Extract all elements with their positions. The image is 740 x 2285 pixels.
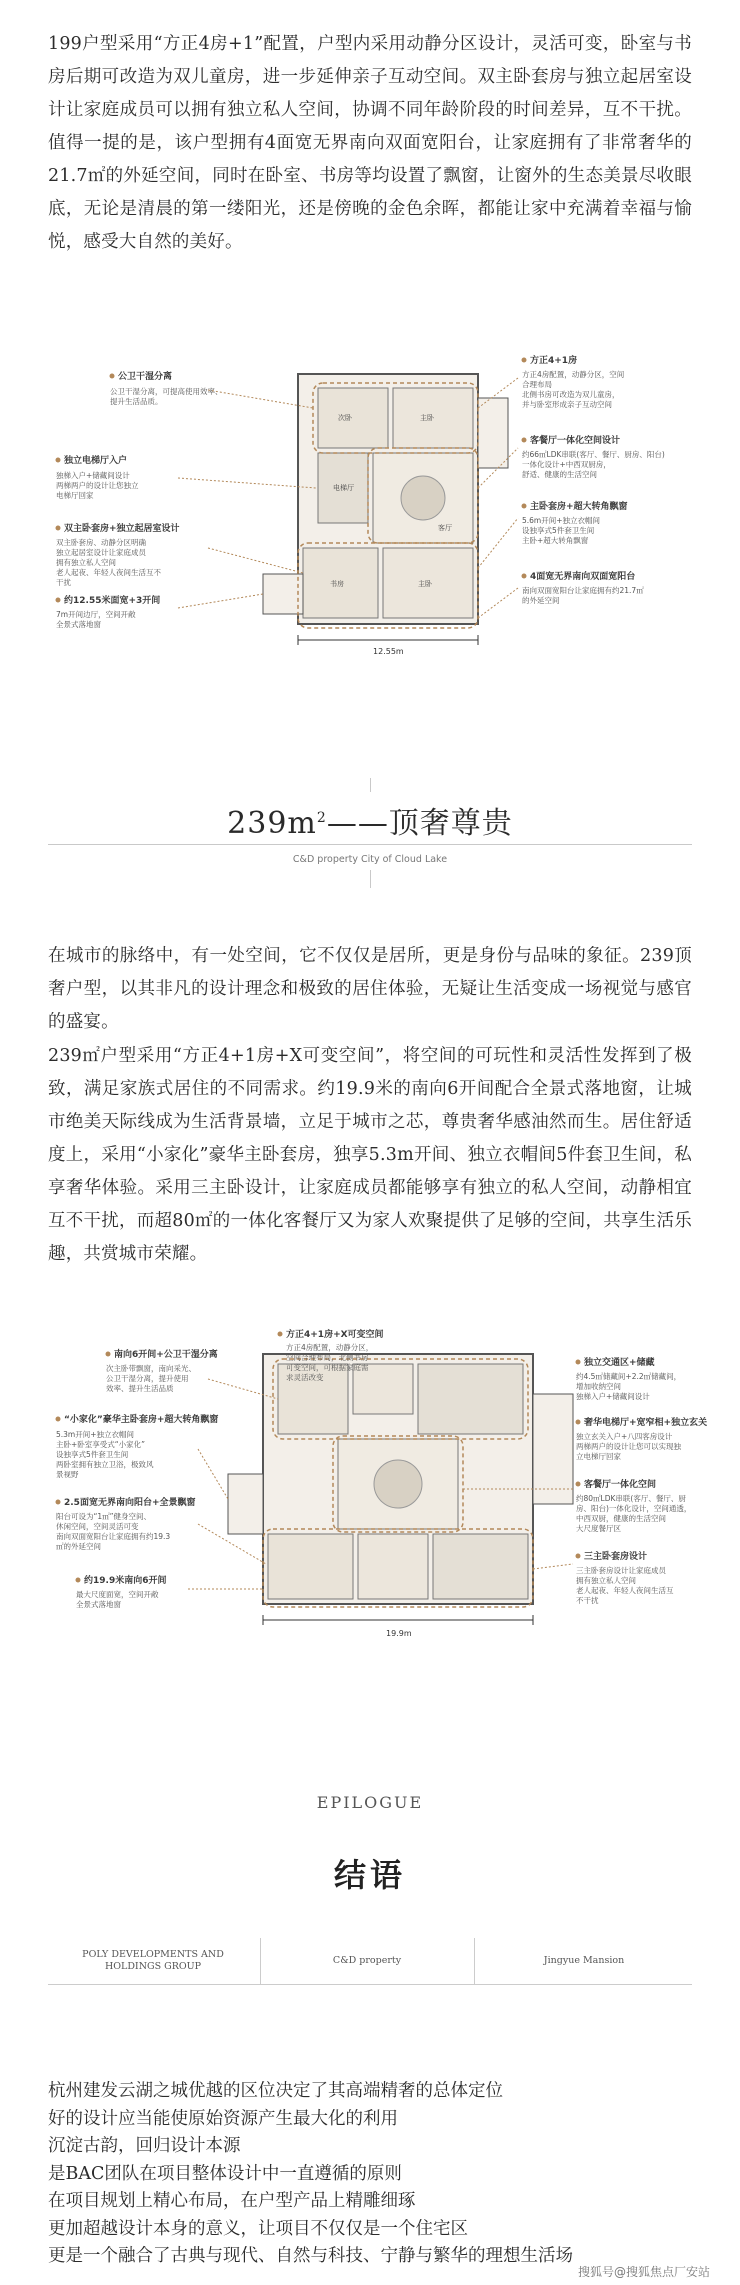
svg-text:空间合理布局，北侧书房: 空间合理布局，北侧书房 [286, 1353, 369, 1362]
svg-text:三主卧套房设计让家庭成员: 三主卧套房设计让家庭成员 [576, 1566, 666, 1575]
svg-text:约12.55米面宽+3开间: 约12.55米面宽+3开间 [64, 596, 161, 606]
room-label: 电梯厅 [333, 484, 354, 492]
callout-width-2 [76, 1574, 264, 1609]
svg-text:方正4+1房: 方正4+1房 [530, 356, 578, 366]
callout-three-masters [533, 1550, 674, 1605]
svg-text:主卧套房+超大转角飘窗: 主卧套房+超大转角飘窗 [530, 502, 628, 512]
plan2-room [433, 1534, 528, 1599]
svg-text:老人起夜、年轻人夜间生活互: 老人起夜、年轻人夜间生活互 [576, 1586, 674, 1595]
svg-text:南向双面宽阳台让家庭拥有约21.7㎡: 南向双面宽阳台让家庭拥有约21.7㎡ [522, 586, 644, 595]
svg-text:5.3m开间+独立衣帽间: 5.3m开间+独立衣帽间 [56, 1430, 135, 1439]
plan2-room [358, 1534, 428, 1599]
svg-text:休闲空间，空间灵活可变: 休闲空间，空间灵活可变 [56, 1522, 139, 1531]
title-tail: ——顶奢尊贵 [326, 806, 513, 841]
svg-text:设独享式5件套卫生间: 设独享式5件套卫生间 [522, 526, 595, 535]
callout-six-bays [106, 1348, 279, 1399]
divider [260, 1938, 261, 1984]
room-label: 主卧 [420, 414, 434, 422]
plan1-width-label: 12.55m [373, 647, 404, 656]
svg-text:电梯厅回家: 电梯厅回家 [56, 491, 94, 500]
svg-text:阳台可设为“1㎡”健身空间、: 阳台可设为“1㎡”健身空间、 [56, 1512, 152, 1521]
divider [370, 870, 371, 888]
plan2-wing [228, 1474, 263, 1534]
plan2-room [418, 1364, 523, 1434]
svg-text:全景式落地窗: 全景式落地窗 [76, 1600, 121, 1609]
svg-text:并与卧室形成亲子互动空间: 并与卧室形成亲子互动空间 [522, 400, 612, 409]
brand-bar [48, 1938, 692, 1984]
paragraph-2: 在城市的脉络中，有一处空间，它不仅仅是居所，更是身份与品味的象征。239顶奢户型，以其非凡的设计理念和极致的居住体验，无疑让生活变成一场视觉与感官的盛宴。 [48, 946, 692, 1032]
svg-text:景视野: 景视野 [56, 1470, 79, 1479]
title-sup: 2 [316, 810, 327, 826]
svg-text:次主卧带飘窗，南向采光、: 次主卧带飘窗，南向采光、 [106, 1364, 196, 1373]
svg-text:独立电梯厅入户: 独立电梯厅入户 [64, 456, 128, 466]
paragraph-3: 239㎡户型采用“方正4+1房+X可变空间”，将空间的可玩性和灵活性发挥到了极致，满足家族式居住的不同需求。约19.9米的南向6开间配合全景式落地窗，让城市绝美天际线成为生活背景墙，立足于城市之芯，尊贵奢华感油然而生。居住舒适度上，采用“小家化”豪华主卧套房，独享5.3m开间、独立衣帽间5件套卫生间，私享奢华体验。采用三主卧设计，让家庭成员都能够享有独立的私人空间，动静相宜互不干扰，而超80㎡的一体化客餐厅又为家人欢聚提供了足够的空间，共享生活乐趣，共赏城市荣耀。 [48, 1046, 692, 1264]
svg-text:公卫干湿分离，可提高使用效率、: 公卫干湿分离，可提高使用效率、 [110, 387, 223, 396]
room-label: 主卧 [418, 580, 432, 588]
callout-balcony [478, 570, 644, 618]
brand-jingyue: Jingyue Mansion [543, 1955, 625, 1966]
closing-line: 沉淀古韵，回归设计本源 [48, 2136, 241, 2156]
section-subtitle: C&D property City of Cloud Lake [292, 854, 448, 865]
svg-text:2.5面宽无界南向阳台+全景飘窗: 2.5面宽无界南向阳台+全景飘窗 [64, 1498, 196, 1508]
plan1-wing [478, 398, 508, 468]
plan2-room [268, 1534, 353, 1599]
intro-paragraph: 199户型采用“方正4房+1”配置，户型内采用动静分区设计，灵活可变，卧室与书房后期可改造为双儿童房，进一步延伸亲子互动空间。双主卧套房与独立起居室设计让家庭成员可以拥有独立私人空间，协调不同年龄阶段的时间差异，互不干扰。值得一提的是，该户型拥有4面宽无界南向双面宽阳台，让家庭拥有了非常奢华的21.7㎡的外延空间，同时在卧室、书房等均设置了飘窗，让窗外的生态美景尽收眼底，无论是清晨的第一缕阳光，还是傍晚的金色余晖，都能让家中充满着幸福与愉悦，感受大自然的美好。 [48, 34, 692, 252]
room-label: 客厅 [438, 524, 452, 532]
brand-poly-line2: HOLDINGS GROUP [104, 1961, 202, 1972]
svg-text:立电梯厅回家: 立电梯厅回家 [576, 1452, 621, 1461]
svg-text:奢华电梯厅+宽窄相+独立玄关: 奢华电梯厅+宽窄相+独立玄关 [584, 1418, 708, 1428]
epilogue-label: EPILOGUE [316, 1793, 424, 1812]
svg-text:公卫干湿分离，提升使用: 公卫干湿分离，提升使用 [106, 1374, 189, 1383]
divider [48, 844, 692, 845]
callout-public-bath [110, 370, 314, 408]
svg-text:㎡的外延空间: ㎡的外延空间 [56, 1542, 101, 1551]
svg-text:两梯两户的设计让您可以实现独: 两梯两户的设计让您可以实现独 [576, 1442, 681, 1451]
plan1-table [401, 476, 445, 520]
svg-text:南向双面宽阳台让家庭拥有约19.3: 南向双面宽阳台让家庭拥有约19.3 [56, 1532, 171, 1541]
closing-line: 好的设计应当能使原始资源产生最大化的利用 [48, 2108, 398, 2129]
svg-text:南向6开间+公卫干湿分离: 南向6开间+公卫干湿分离 [114, 1350, 218, 1360]
floor-plan-199-drawing [48, 338, 692, 678]
svg-text:设独享式5件套卫生间: 设独享式5件套卫生间 [56, 1450, 129, 1459]
svg-text:中西双厨，健康的生活空间: 中西双厨，健康的生活空间 [576, 1514, 666, 1523]
floor-plan-239 [48, 1324, 708, 1654]
svg-text:舒适、健康的生活空间: 舒适、健康的生活空间 [522, 470, 597, 479]
svg-text:合理布局: 合理布局 [522, 380, 552, 389]
svg-text:约66㎡LDK串联(客厅、餐厅、厨房、阳台): 约66㎡LDK串联(客厅、餐厅、厨房、阳台) [522, 450, 665, 459]
plan1-balcony [263, 574, 303, 614]
floor-plan-199 [48, 338, 692, 678]
callout-elevator [56, 454, 317, 500]
svg-text:主卧+超大转角飘窗: 主卧+超大转角飘窗 [522, 536, 589, 545]
svg-text:4面宽无界南向双面宽阳台: 4面宽无界南向双面宽阳台 [530, 572, 636, 582]
svg-text:独立玄关入户+八四客房设计: 独立玄关入户+八四客房设计 [576, 1432, 673, 1441]
divider [48, 1984, 692, 1985]
svg-text:主卧+卧室享受式“小家化”: 主卧+卧室享受式“小家化” [56, 1440, 146, 1449]
divider [474, 1938, 475, 1984]
svg-text:增加收纳空间: 增加收纳空间 [576, 1382, 621, 1391]
svg-text:全景式落地窗: 全景式落地窗 [56, 620, 101, 629]
floor-plan-239-drawing [48, 1324, 708, 1654]
svg-text:最大尺度面宽，空间开敞: 最大尺度面宽，空间开敞 [76, 1590, 159, 1599]
svg-text:提升生活品质。: 提升生活品质。 [110, 397, 163, 406]
svg-text:双主卧套房+独立起居室设计: 双主卧套房+独立起居室设计 [64, 524, 180, 534]
closing-line: 在项目规划上精心布局，在户型产品上精雕细琢 [48, 2191, 416, 2211]
svg-text:约4.5㎡储藏间+2.2㎡储藏间，: 约4.5㎡储藏间+2.2㎡储藏间， [576, 1372, 682, 1381]
svg-text:独梯入户+储藏间设计: 独梯入户+储藏间设计 [56, 471, 130, 480]
svg-text:客餐厅一体化空间: 客餐厅一体化空间 [584, 1480, 657, 1490]
svg-text:约80㎡LDK串联(客厅、餐厅、厨: 约80㎡LDK串联(客厅、餐厅、厨 [576, 1494, 686, 1503]
plan2-wing [533, 1394, 573, 1504]
section-title-box [48, 790, 692, 886]
svg-text:拥有独立私人空间: 拥有独立私人空间 [56, 558, 116, 567]
svg-text:不干扰: 不干扰 [576, 1596, 599, 1605]
callout-storage [576, 1356, 682, 1401]
closing-line: 是BAC团队在项目整体设计中一直遵循的原则 [48, 2163, 402, 2184]
watermark: 搜狐号@搜狐焦点厂安站 [575, 2262, 713, 2281]
closing-line: 杭州建发云湖之城优越的区位决定了其高端精奢的总体定位 [48, 2081, 503, 2101]
svg-text:双主卧套房、动静分区明确: 双主卧套房、动静分区明确 [56, 538, 146, 547]
svg-text:北侧书房可改造为双儿童房，: 北侧书房可改造为双儿童房， [522, 390, 620, 399]
svg-text:约19.9米南向6开间: 约19.9米南向6开间 [84, 1576, 167, 1586]
svg-text:房、阳台)一体化设计，空间通透，: 房、阳台)一体化设计，空间通透， [576, 1504, 692, 1513]
svg-text:方正4房配置，动静分区，: 方正4房配置，动静分区， [286, 1343, 374, 1352]
svg-text:老人起夜、年轻人夜间生活互不: 老人起夜、年轻人夜间生活互不 [56, 568, 161, 577]
svg-text:独立起居室设计让家庭成员: 独立起居室设计让家庭成员 [56, 548, 146, 557]
closing-line: 更是一个融合了古典与现代、自然与科技、宁静与繁华的理想生活场 [48, 2246, 573, 2266]
callout-width [56, 594, 264, 629]
plan2-table [374, 1460, 422, 1508]
svg-text:的外延空间: 的外延空间 [522, 596, 560, 605]
epilogue-title: 结语 [333, 1856, 406, 1894]
svg-text:公卫干湿分离: 公卫干湿分离 [118, 372, 173, 382]
svg-text:效率、提升生活品质: 效率、提升生活品质 [106, 1384, 174, 1393]
svg-text:求灵活改变: 求灵活改变 [286, 1373, 324, 1382]
svg-text:5.6m开间+独立衣帽间: 5.6m开间+独立衣帽间 [522, 516, 601, 525]
svg-text:大尺度餐厅区: 大尺度餐厅区 [576, 1524, 621, 1533]
svg-text:两梯两户的设计让您独立: 两梯两户的设计让您独立 [56, 481, 139, 490]
callout-master-suite-2 [56, 1413, 229, 1499]
svg-text:三主卧套房设计: 三主卧套房设计 [584, 1552, 648, 1562]
closing-line: 更加超越设计本身的意义，让项目不仅仅是一个住宅区 [48, 2218, 468, 2239]
svg-text:独梯入户+储藏间设计: 独梯入户+储藏间设计 [576, 1392, 650, 1401]
svg-text:两卧室拥有独立卫浴，极致风: 两卧室拥有独立卫浴，极致风 [56, 1460, 154, 1469]
svg-text:干扰: 干扰 [56, 578, 71, 587]
brand-cd: C&D property [332, 1955, 402, 1966]
svg-text:“小家化”豪华主卧套房+超大转角飘窗: “小家化”豪华主卧套房+超大转角飘窗 [64, 1415, 219, 1425]
callout-master-suite [478, 500, 628, 568]
plan2-width-label: 19.9m [386, 1629, 412, 1638]
room-label: 书房 [330, 580, 344, 588]
brand-poly-line1: POLY DEVELOPMENTS AND [82, 1949, 224, 1960]
svg-text:独立交通区+储藏: 独立交通区+储藏 [584, 1358, 655, 1368]
plan1-room [318, 388, 388, 448]
svg-text:方正4房配置，动静分区，空间: 方正4房配置，动静分区，空间 [522, 370, 625, 379]
brand-poly [48, 1938, 258, 1984]
svg-text:方正4+1房+X可变空间: 方正4+1房+X可变空间 [286, 1330, 384, 1340]
svg-text:拥有独立私人空间: 拥有独立私人空间 [576, 1576, 636, 1585]
svg-text:客餐厅一体化空间设计: 客餐厅一体化空间设计 [530, 436, 621, 446]
callout-elevator-hall [576, 1416, 708, 1461]
room-label: 次卧 [338, 414, 352, 422]
svg-text:可变空间，可根据家庭需: 可变空间，可根据家庭需 [286, 1363, 369, 1372]
title-area: 239m [227, 806, 317, 841]
svg-text:7m开间边厅，空间开敞: 7m开间边厅，空间开敞 [56, 610, 136, 619]
section-title [48, 798, 692, 842]
divider [370, 778, 371, 792]
closing-lines [48, 2078, 698, 2271]
svg-text:一体化设计+中西双厨房，: 一体化设计+中西双厨房， [522, 460, 611, 469]
